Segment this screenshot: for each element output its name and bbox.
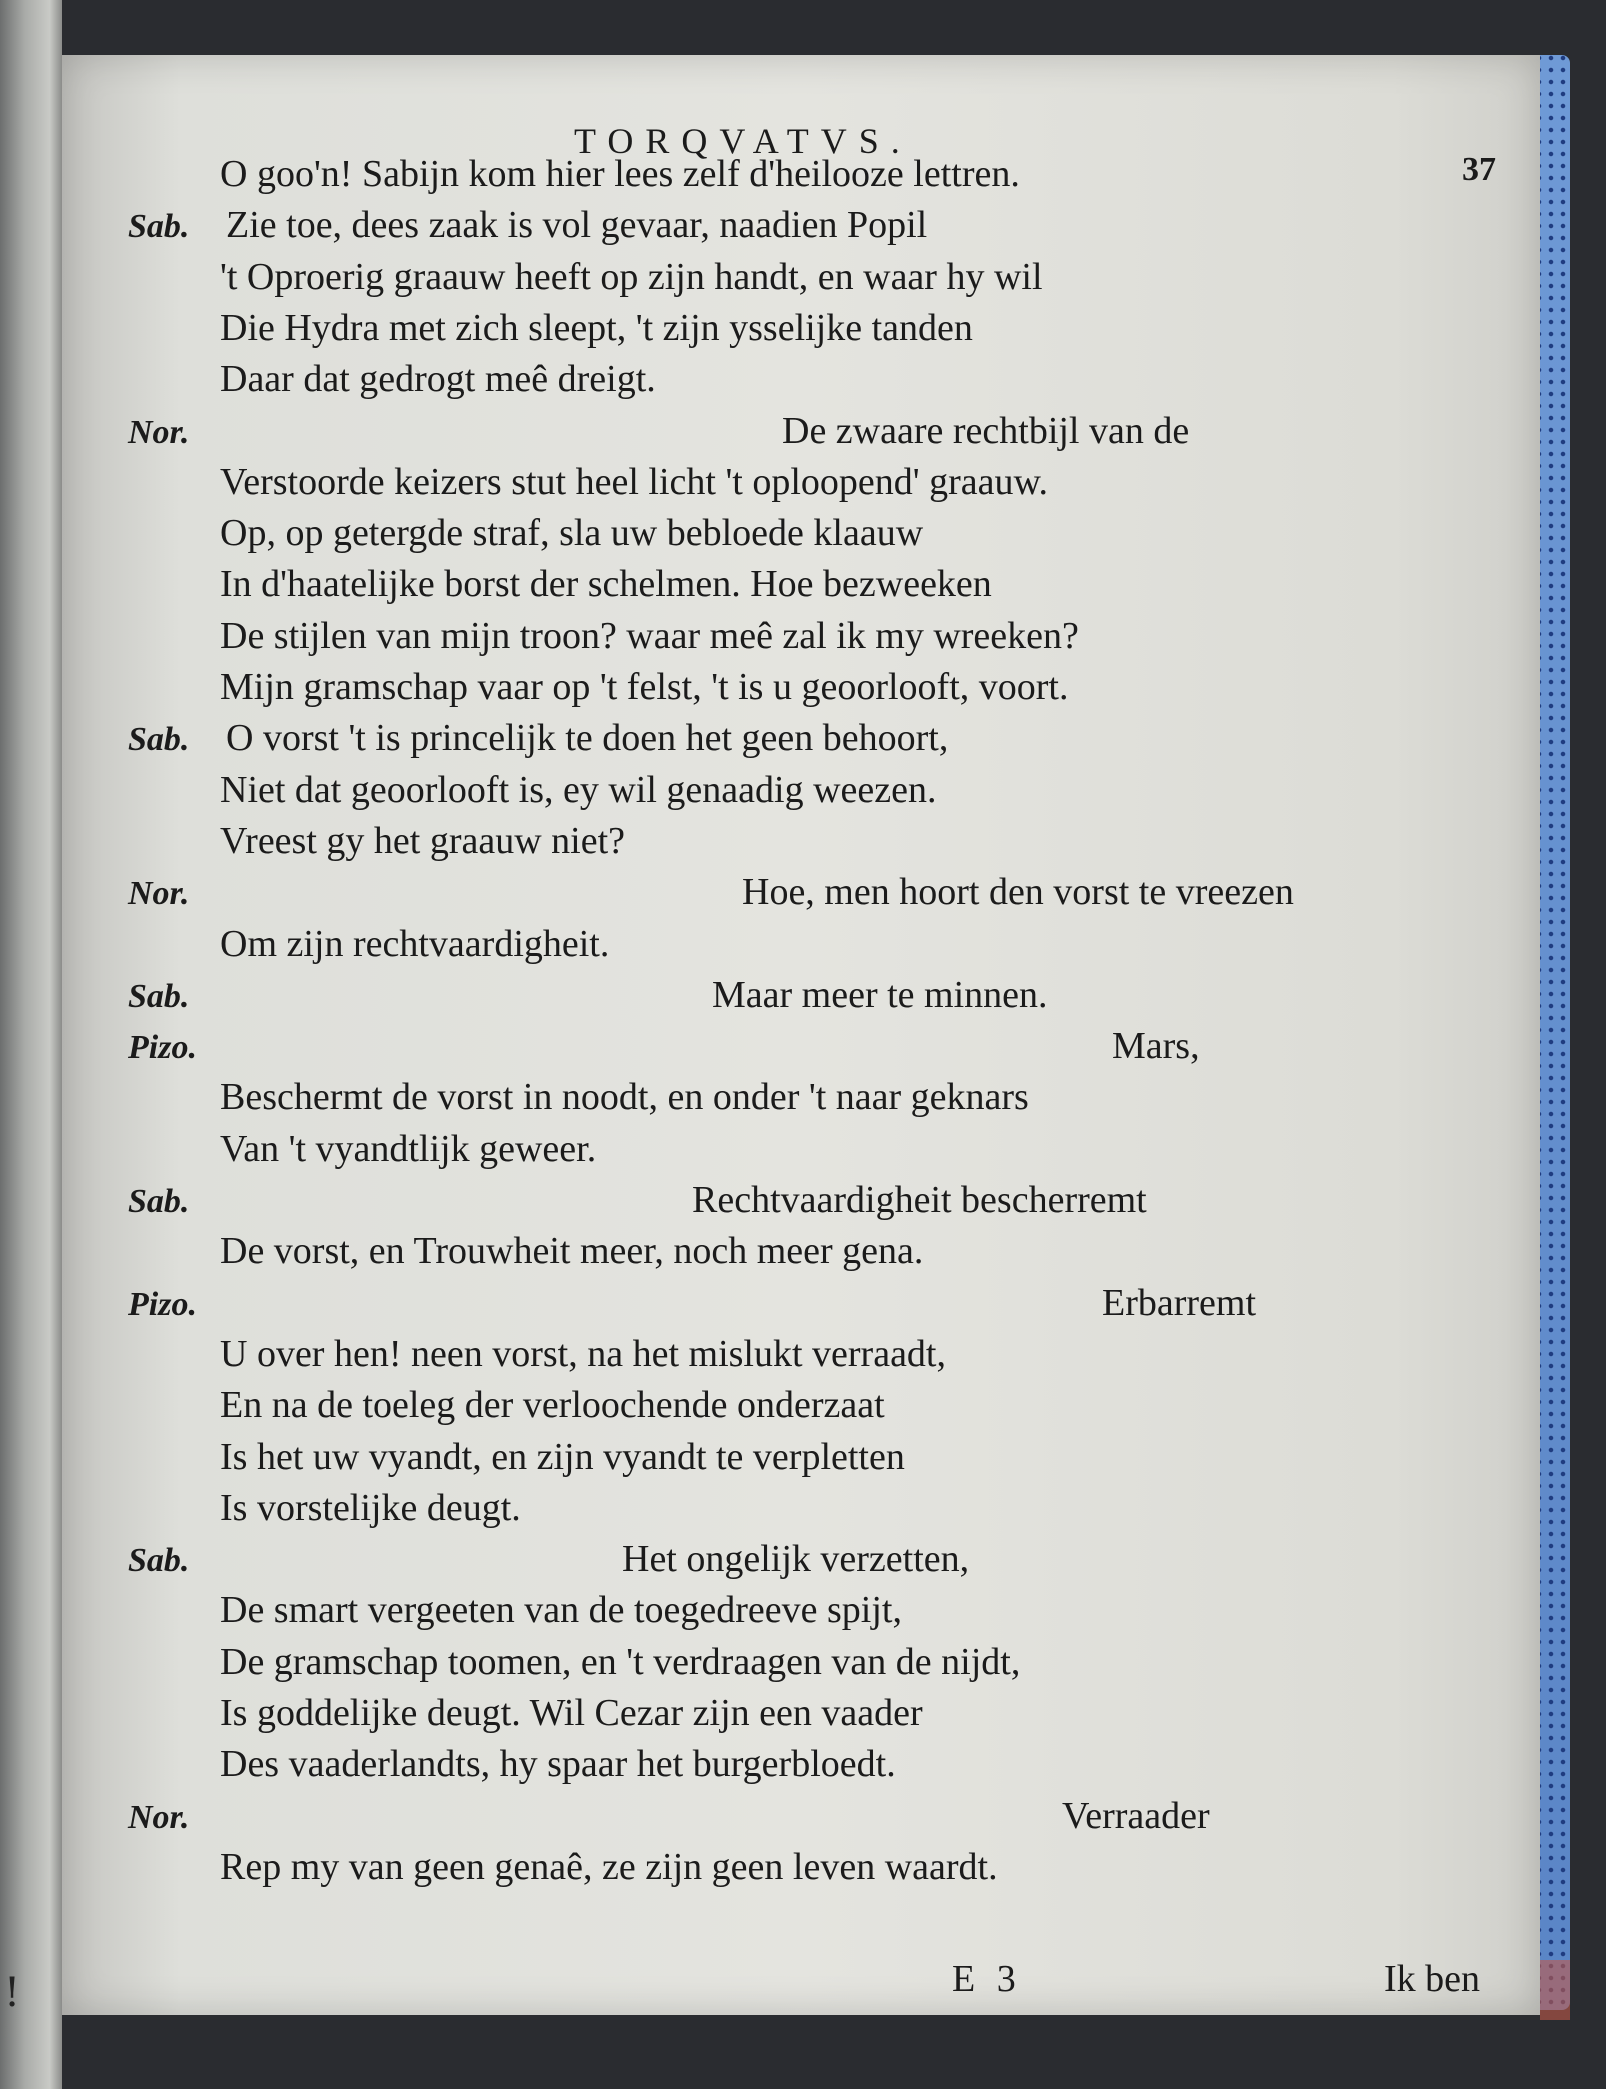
verse-line: Rep my van geen genaê, ze zijn geen leven waardt. — [220, 1846, 998, 1888]
left-page-edge — [0, 0, 62, 2089]
verse-line: De smart vergeeten van de toegedreeve spijt, — [220, 1589, 902, 1631]
speaker-label: Pizo. — [128, 1286, 197, 1323]
verse-line: Daar dat gedrogt meê dreigt. — [220, 358, 656, 400]
verse-line: O goo'n! Sabijn kom hier lees zelf d'heilooze lettren. — [220, 153, 1020, 195]
verse-line: Des vaaderlandts, hy spaar het burgerbloedt. — [220, 1743, 896, 1785]
verse-line: 't Oproerig graauw heeft op zijn handt, en waar hy wil — [220, 256, 1043, 298]
verse-line: Van 't vyandtlijk geweer. — [220, 1128, 597, 1170]
running-head: TORQVATVS. — [574, 121, 912, 161]
speaker-label: Sab. — [128, 978, 190, 1015]
verse-line: Verraader — [1062, 1795, 1210, 1837]
verse-line: Maar meer te minnen. — [712, 974, 1048, 1016]
verse-line: Het ongelijk verzetten, — [622, 1538, 970, 1580]
verse-line: U over hen! neen vorst, na het mislukt verraadt, — [220, 1333, 946, 1375]
verse-line: Is goddelijke deugt. Wil Cezar zijn een vaader — [220, 1692, 923, 1734]
verse-line: Verstoorde keizers stut heel licht 't oploopend' graauw. — [220, 461, 1048, 503]
verse-line: In d'haatelijke borst der schelmen. Hoe bezweeken — [220, 563, 992, 605]
verse-line: Erbarremt — [1102, 1282, 1257, 1324]
speaker-label: Sab. — [128, 1183, 190, 1220]
verse-line: De vorst, en Trouwheit meer, noch meer gena. — [220, 1230, 924, 1272]
speaker-label: Sab. — [128, 721, 190, 758]
speaker-label: Sab. — [128, 1542, 190, 1579]
book-page — [62, 55, 1540, 2015]
verse-line: Die Hydra met zich sleept, 't zijn ysselijke tanden — [220, 307, 973, 349]
verse-line: De stijlen van mijn troon? waar meê zal ik my wreeken? — [220, 615, 1079, 657]
verse-line: Om zijn rechtvaardigheit. — [220, 923, 610, 965]
verse-line: Mijn gramschap vaar op 't felst, 't is u geoorlooft, voort. — [220, 666, 1069, 708]
verse-line: En na de toeleg der verloochende onderzaat — [220, 1384, 885, 1426]
verse-line: Beschermt de vorst in noodt, en onder 't naar geknars — [220, 1076, 1029, 1118]
verse-line: Is het uw vyandt, en zijn vyandt te verpletten — [220, 1436, 905, 1478]
speaker-label: Nor. — [128, 414, 190, 451]
speaker-label: Nor. — [128, 1799, 190, 1836]
speaker-label: Sab. — [128, 208, 190, 245]
speaker-label: Pizo. — [128, 1029, 197, 1066]
verse-line: Rechtvaardigheit bescherremt — [692, 1179, 1147, 1221]
verse-line: De gramschap toomen, en 't verdraagen van de nijdt, — [220, 1641, 1021, 1683]
cover-corner — [1540, 1960, 1570, 2020]
catchword: Ik ben — [1384, 1958, 1481, 2000]
verse-line: Mars, — [1112, 1025, 1200, 1067]
verse-line: O vorst 't is princelijk te doen het geen behoort, — [226, 717, 949, 759]
verse-line: Niet dat geoorlooft is, ey wil genaadig weezen. — [220, 769, 937, 811]
verse-line: Is vorstelijke deugt. — [220, 1487, 521, 1529]
page-number: 37 — [1462, 151, 1496, 188]
verse-line: De zwaare rechtbijl van de — [782, 410, 1190, 452]
verse-line: Op, op getergde straf, sla uw bebloede klaauw — [220, 512, 924, 554]
left-page-mark: ! — [4, 1970, 21, 2016]
verse-line: Zie toe, dees zaak is vol gevaar, naadien Popil — [226, 204, 928, 246]
verse-line: Vreest gy het graauw niet? — [220, 820, 625, 862]
speaker-label: Nor. — [128, 875, 190, 912]
signature-mark: E 3 — [952, 1958, 1022, 2000]
verse-line: Hoe, men hoort den vorst te vreezen — [742, 871, 1294, 913]
